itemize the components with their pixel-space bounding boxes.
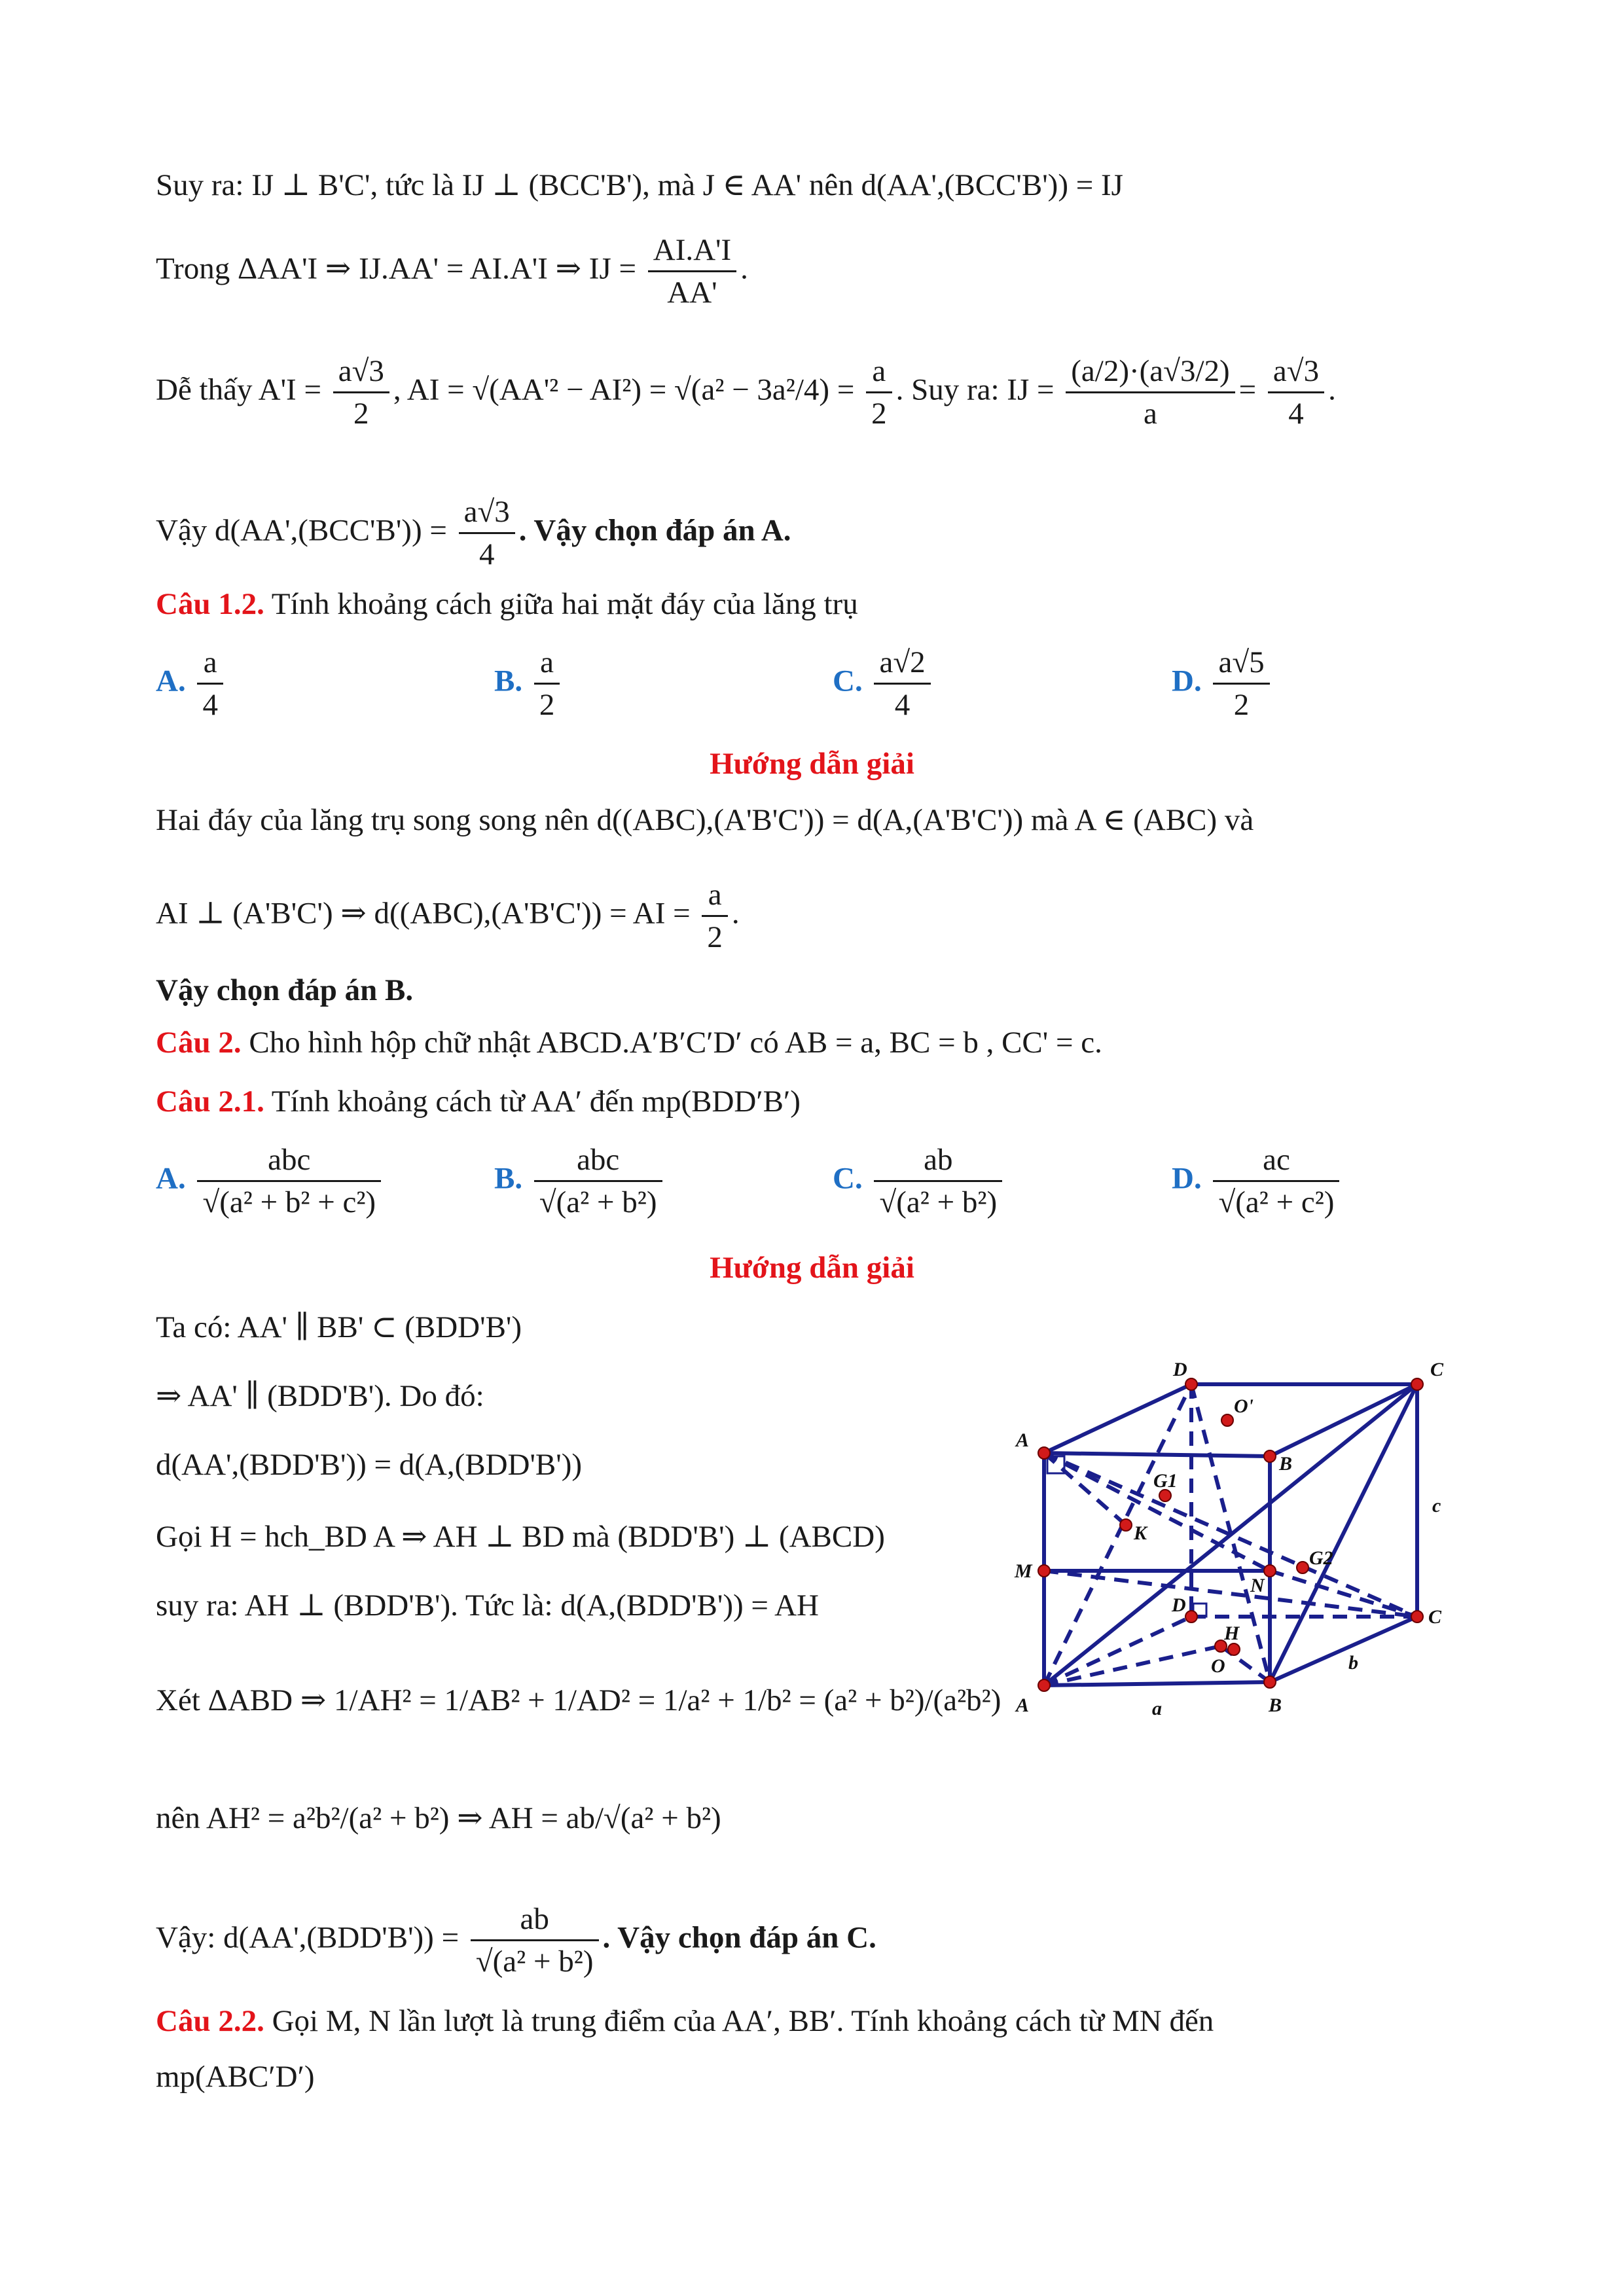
question-1-2: Câu 1.2. Tính khoảng cách giữa hai mặt đáy của lăng trụ xyxy=(156,587,858,621)
line-11: Gọi H = hch_BD A ⇒ AH ⊥ BD mà (BDD'B') ⊥ (ABCD) xyxy=(156,1520,885,1554)
line-2: Trong ΔAA'I ⇒ IJ.AA' = AI.A'I ⇒ IJ = $\frac{AI.A'I}{AA'}$ . xyxy=(156,233,748,310)
option-2-1-b: B. $\frac{\text{abc}}{\text{√(a² + b²)}}$ xyxy=(494,1142,666,1220)
point-M xyxy=(1038,1565,1050,1577)
label-D2: D xyxy=(1172,1594,1186,1616)
edge xyxy=(1270,1384,1417,1682)
label-A2: A xyxy=(1016,1695,1030,1716)
line-1: Suy ra: IJ ⊥ B'C', tức là IJ ⊥ (BCC'B'), mà J ∈ AA' nên d(AA',(BCC'B')) = IJ xyxy=(156,168,1123,202)
point-B2 xyxy=(1264,1676,1276,1688)
line-14: nên AH² = a²b²/(a² + b²) ⇒ AH = ab/√(a² + b²) xyxy=(156,1801,721,1835)
solution-heading-2: Hướng dẫn giải xyxy=(710,1251,914,1285)
label-H: H xyxy=(1224,1623,1240,1644)
line-15: Vậy: d(AA',(BDD'B')) = $\frac{ab}{\text{√(a² + b²)}}$ . Vậy chọn đáp án C. xyxy=(156,1902,876,1979)
point-C xyxy=(1411,1378,1423,1390)
point-K xyxy=(1120,1519,1132,1531)
edge xyxy=(1044,1453,1270,1456)
label-G2: G2 xyxy=(1309,1547,1333,1569)
line-10: d(AA',(BDD'B')) = d(A,(BDD'B')) xyxy=(156,1448,583,1482)
label-K: K xyxy=(1134,1522,1147,1544)
point-D xyxy=(1185,1378,1197,1390)
hidden-edge xyxy=(1270,1571,1417,1617)
option-1-2-b: B. $\frac{a}{2}$ xyxy=(494,645,564,723)
option-1-2-d: D. $\frac{a√5}{2}$ xyxy=(1172,645,1274,723)
label-O1: O' xyxy=(1234,1395,1254,1417)
label-B2: B xyxy=(1269,1695,1282,1716)
option-1-2-a: A. $\frac{a}{4}$ xyxy=(156,645,227,723)
question-2-2-cont: mp(ABC′D′) xyxy=(156,2060,315,2094)
label-C: C xyxy=(1430,1359,1444,1380)
option-2-1-d: D. $\frac{ac}{\text{√(a² + c²)}}$ xyxy=(1172,1142,1343,1220)
point-B1 xyxy=(1264,1450,1276,1462)
edge xyxy=(1044,1384,1191,1453)
label-G1: G1 xyxy=(1153,1470,1178,1492)
point-A2 xyxy=(1038,1679,1050,1691)
point-O1 xyxy=(1221,1414,1233,1426)
hidden-edge xyxy=(1044,1571,1417,1617)
edge xyxy=(1044,1682,1270,1685)
edge xyxy=(1270,1617,1417,1682)
label-a: a xyxy=(1152,1698,1162,1719)
line-3: Dễ thấy A'I = $\frac{a√3}{2}$ , AI = √(AA'² − AI²) = √(a² − 3a²/4) = $\frac{a}{2}$ . Suy ra: IJ = $\frac{(a/2)\cdot(a√3/2)}{a}$ = $\frac{a√3}{4}$ . xyxy=(156,354,1336,431)
line-13: Xét ΔABD ⇒ 1/AH² = 1/AB² + 1/AD² = 1/a² + 1/b² = (a² + b²)/(a²b²) xyxy=(156,1683,1001,1717)
label-D: D xyxy=(1173,1359,1187,1380)
option-2-1-c: C. $\frac{ab}{\text{√(a² + b²)}}$ xyxy=(833,1142,1006,1220)
line-9: ⇒ AA' ∥ (BDD'B'). Do đó: xyxy=(156,1379,484,1413)
box-figure xyxy=(1008,1348,1466,1728)
point-C2 xyxy=(1411,1611,1423,1623)
hidden-edge xyxy=(1044,1384,1191,1685)
line-6: AI ⊥ (A'B'C') ⇒ d((ABC),(A'B'C')) = AI = $\frac{a}{2}$ . xyxy=(156,878,740,955)
label-C2: C xyxy=(1428,1606,1442,1628)
line-7: Vậy chọn đáp án B. xyxy=(156,973,414,1007)
label-b: b xyxy=(1348,1652,1358,1674)
line-5: Hai đáy của lăng trụ song song nên d((ABC),(A'B'C')) = d(A,(A'B'C')) mà A ∈ (ABC) và xyxy=(156,803,1254,837)
solution-heading-1: Hướng dẫn giải xyxy=(710,747,914,781)
point-O xyxy=(1228,1643,1240,1655)
label-A1: A xyxy=(1016,1429,1030,1451)
point-G2 xyxy=(1297,1562,1308,1573)
point-D2 xyxy=(1185,1611,1197,1623)
option-2-1-a: A. $\frac{\text{abc}}{\text{√(a² + b² + c²)}}$ xyxy=(156,1142,385,1220)
label-O: O xyxy=(1211,1655,1225,1677)
option-1-2-c: C. $\frac{a√2}{4}$ xyxy=(833,645,935,723)
label-c: c xyxy=(1432,1495,1441,1516)
line-4: Vậy d(AA',(BCC'B')) = $\frac{a√3}{4}$ . Vậy chọn đáp án A. xyxy=(156,495,791,572)
question-2-1: Câu 2.1. Tính khoảng cách từ AA′ đến mp(BDD′B′) xyxy=(156,1085,801,1119)
point-N xyxy=(1264,1565,1276,1577)
line-12: suy ra: AH ⊥ (BDD'B'). Tức là: d(A,(BDD'B')) = AH xyxy=(156,1588,819,1623)
question-2: Câu 2. Cho hình hộp chữ nhật ABCD.A′B′C′D′ có AB = a, BC = b , CC' = c. xyxy=(156,1026,1102,1060)
question-2-2: Câu 2.2. Gọi M, N lần lượt là trung điểm của AA′, BB′. Tính khoảng cách từ MN đến xyxy=(156,2004,1214,2038)
fraction: $\frac{AI.A'I}{AA'}$ xyxy=(648,232,736,310)
point-A1 xyxy=(1038,1447,1050,1459)
label-N: N xyxy=(1250,1575,1265,1596)
label-M: M xyxy=(1015,1560,1032,1582)
line-8: Ta có: AA' ∥ BB' ⊂ (BDD'B') xyxy=(156,1310,522,1344)
label-B1: B xyxy=(1279,1453,1293,1475)
